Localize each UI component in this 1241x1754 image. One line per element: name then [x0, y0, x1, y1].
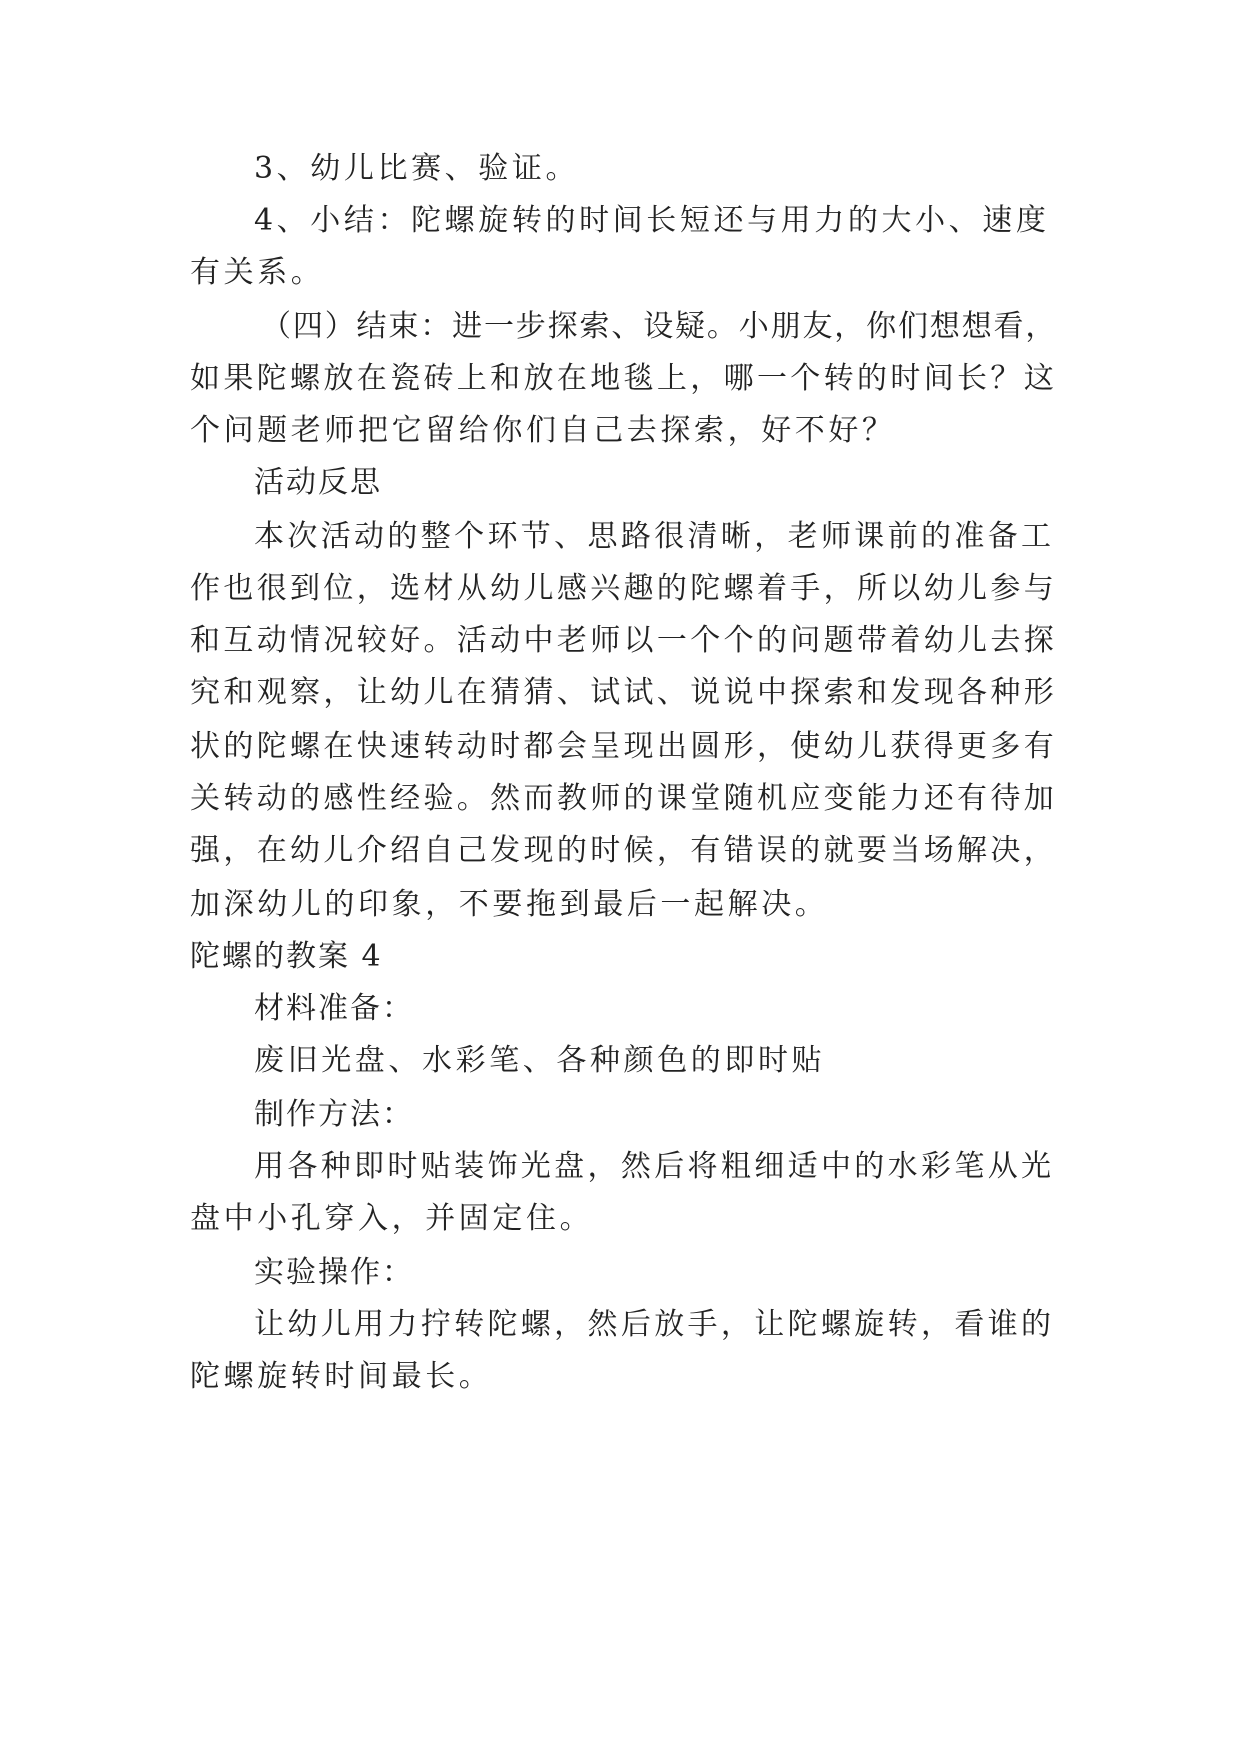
paragraph-line: 个问题老师把它留给你们自己去探索，好不好？: [190, 413, 896, 448]
subsection-heading: 材料准备：: [254, 991, 414, 1026]
paragraph-line: 如果陀螺放在瓷砖上和放在地毯上，哪一个转的时间长？这: [190, 361, 1058, 396]
paragraph-line: 用各种即时贴装饰光盘，然后将粗细适中的水彩笔从光: [254, 1149, 1055, 1184]
paragraph-line: 加深幼儿的印象，不要拖到最后一起解决。: [190, 887, 829, 922]
paragraph-line: 作也很到位，选材从幼儿感兴趣的陀螺着手，所以幼儿参与: [190, 571, 1058, 606]
paragraph-line: 废旧光盘、水彩笔、各种颜色的即时贴: [254, 1043, 826, 1078]
subsection-heading: 实验操作：: [254, 1255, 414, 1290]
paragraph-line: 3、幼儿比赛、验证。: [254, 151, 580, 186]
paragraph-line: 4、小结：陀螺旋转的时间长短还与用力的大小、速度: [254, 203, 1050, 238]
section-title: 陀螺的教案 4: [190, 939, 383, 974]
paragraph-line: 和互动情况较好。活动中老师以一个个的问题带着幼儿去探: [190, 623, 1058, 658]
paragraph-line: 状的陀螺在快速转动时都会呈现出圆形，使幼儿获得更多有: [190, 729, 1058, 764]
paragraph-line: 究和观察，让幼儿在猜猜、试试、说说中探索和发现各种形: [190, 675, 1058, 710]
paragraph-line: 让幼儿用力拧转陀螺，然后放手，让陀螺旋转，看谁的: [254, 1307, 1055, 1342]
paragraph-line: 强，在幼儿介绍自己发现的时候，有错误的就要当场解决，: [190, 833, 1058, 868]
paragraph-line: 关转动的感性经验。然而教师的课堂随机应变能力还有待加: [190, 781, 1058, 816]
section-heading: 活动反思: [254, 465, 382, 500]
paragraph-line: 盘中小孔穿入，并固定住。: [190, 1201, 594, 1236]
paragraph-line: 陀螺旋转时间最长。: [190, 1359, 493, 1394]
paragraph-line: （四）结束：进一步探索、设疑。小朋友，你们想想看，: [261, 309, 1058, 344]
paragraph-line: 有关系。: [190, 255, 325, 290]
paragraph-line: 本次活动的整个环节、思路很清晰，老师课前的准备工: [254, 519, 1055, 554]
subsection-heading: 制作方法：: [254, 1097, 414, 1132]
